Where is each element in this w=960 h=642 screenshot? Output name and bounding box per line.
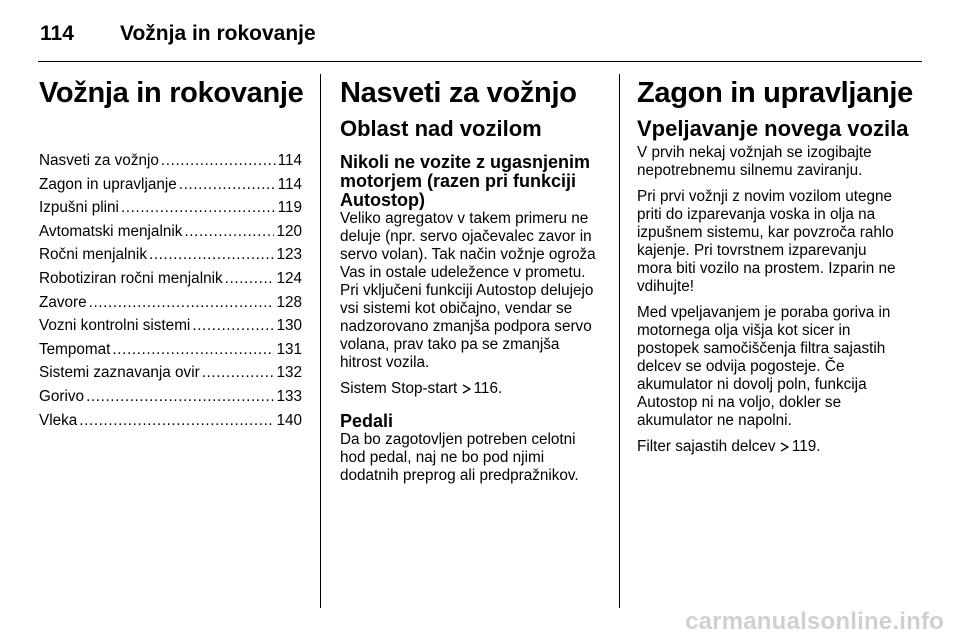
toc-item-page: 119 (277, 199, 302, 217)
toc-item-label: Robotiziran ročni menjalnik (39, 269, 223, 287)
toc-item[interactable] (39, 409, 302, 433)
toc-item[interactable] (39, 243, 302, 267)
toc-item[interactable] (39, 291, 302, 315)
chapter-title: Vožnja in rokovanje (39, 77, 304, 109)
toc-item-page: 128 (276, 293, 302, 311)
toc-item-label: Izpušni plini (39, 199, 119, 217)
toc-item-label: Ročni menjalnik (39, 246, 147, 264)
toc-item-page: 120 (276, 222, 302, 240)
toc-leader-dots (121, 196, 276, 220)
toc-leader-dots (79, 409, 274, 433)
toc-item[interactable] (39, 314, 302, 338)
watermark: carmanualsonline.info (685, 608, 944, 635)
reference-arrow-icon (780, 442, 789, 452)
toc-leader-dots (202, 361, 275, 385)
toc-leader-dots (161, 149, 276, 173)
column-divider-left (320, 74, 321, 608)
toc-item[interactable] (39, 149, 302, 173)
toc-item-label: Nasveti za vožnjo (39, 152, 159, 169)
cross-reference-stop-start[interactable] (340, 380, 604, 398)
reference-label: Filter sajastih delcev (637, 438, 776, 455)
running-section-title: Vožnja in rokovanje (120, 22, 316, 45)
toc-item[interactable] (39, 385, 302, 409)
toc-item[interactable] (39, 338, 302, 362)
section-title-starting: Zagon in upravljanje (637, 77, 913, 109)
starting-operating-column (637, 76, 913, 456)
toc-item-page: 140 (276, 411, 302, 429)
toc-item-label: Vozni kontrolni sistemi (39, 317, 191, 335)
toc-item-page: 130 (276, 317, 302, 335)
reference-label: Sistem Stop-start (340, 380, 458, 397)
driving-tips-column (340, 76, 604, 485)
toc-item-page: 124 (276, 269, 302, 287)
running-in-paragraph-3: Med vpeljavanjem je poraba goriva in motornega olja višja kot sicer in postopek samočiščenja filtra sajastih delcev se odvija pogosteje. Če akumulator ni dovolj poln, funkcija Autostop ni na voljo, dokler se akumulator ne napolni. (637, 304, 891, 429)
toc-leader-dots (89, 291, 275, 315)
pedals-text: Da bo zagotovljen potreben celotni hod pedal, naj ne bo pod njimi dodatnih preprog ali predpražnikov. (340, 431, 579, 484)
toc-item-page: 133 (276, 387, 302, 405)
toc-leader-dots (192, 314, 274, 338)
toc-item-page: 114 (277, 152, 302, 169)
toc-item-label: Vleka (39, 411, 78, 429)
subsection-title-vehicle-control: Oblast nad vozilom (340, 116, 542, 141)
page-header (40, 22, 316, 46)
toc-leader-dots (179, 173, 276, 197)
toc-item-page: 132 (276, 364, 302, 382)
toc-leader-dots (184, 220, 274, 244)
column-divider-right (619, 74, 620, 608)
toc-item-page: 123 (276, 246, 302, 264)
toc-column (39, 76, 302, 432)
toc-item[interactable] (39, 267, 302, 291)
toc-item-label: Gorivo (39, 387, 85, 405)
running-in-paragraph-2: Pri prvi vožnji z novim vozilom utegne priti do izparevanja voska in olja na izpušnem sistemu, kar povzroča rahlo kajenje. Pri tovrstnem izparevanju mora biti vozilo na prostem. Izparin ne vdihujte! (637, 188, 896, 295)
toc-item[interactable] (39, 196, 302, 220)
toc-item[interactable] (39, 173, 302, 197)
toc-item-label: Tempomat (39, 340, 111, 358)
toc-item[interactable] (39, 220, 302, 244)
toc-item-page: 114 (277, 175, 302, 193)
toc-leader-dots (225, 267, 275, 291)
toc-item[interactable] (39, 361, 302, 385)
warning-text-engine-off: Veliko agregatov v takem primeru ne deluje (npr. servo ojačevalec zavor in servo volan). Tak način vožnje ogroža Vas in ostale udeležence v prometu. Pri vključeni funkciji Autostop delujejo vsi sistemi kot običajno, vendar se nadzorovano zmanjša podpora servo volana, prav tako pa se zmanjša hitrost vozila. (340, 210, 596, 371)
warning-heading-engine-off: Nikoli ne vozite z ugasnjenim motorjem (razen pri funkciji Autostop) (340, 152, 591, 210)
toc-item-label: Zavore (39, 293, 87, 311)
toc-leader-dots (149, 243, 274, 267)
subsection-title-running-in: Vpeljavanje novega vozila (637, 116, 909, 141)
running-in-paragraph-1: V prvih nekaj vožnjah se izogibajte nepotrebnemu silnemu zaviranju. (637, 144, 872, 179)
header-divider (38, 61, 922, 62)
page-number: 114 (40, 22, 74, 45)
reference-page: 119. (791, 438, 821, 455)
toc-item-label: Avtomatski menjalnik (39, 222, 183, 240)
reference-page: 116. (473, 380, 503, 397)
toc-item-label: Zagon in upravljanje (39, 175, 177, 193)
pedals-heading: Pedali (340, 411, 394, 431)
toc-item-page: 131 (276, 340, 302, 358)
section-title-driving-tips: Nasveti za vožnjo (340, 77, 577, 109)
cross-reference-particle-filter[interactable] (637, 438, 902, 456)
reference-arrow-icon (462, 384, 471, 394)
table-of-contents (39, 149, 302, 432)
toc-leader-dots (112, 338, 274, 362)
toc-item-label: Sistemi zaznavanja ovir (39, 364, 200, 382)
toc-leader-dots (86, 385, 274, 409)
